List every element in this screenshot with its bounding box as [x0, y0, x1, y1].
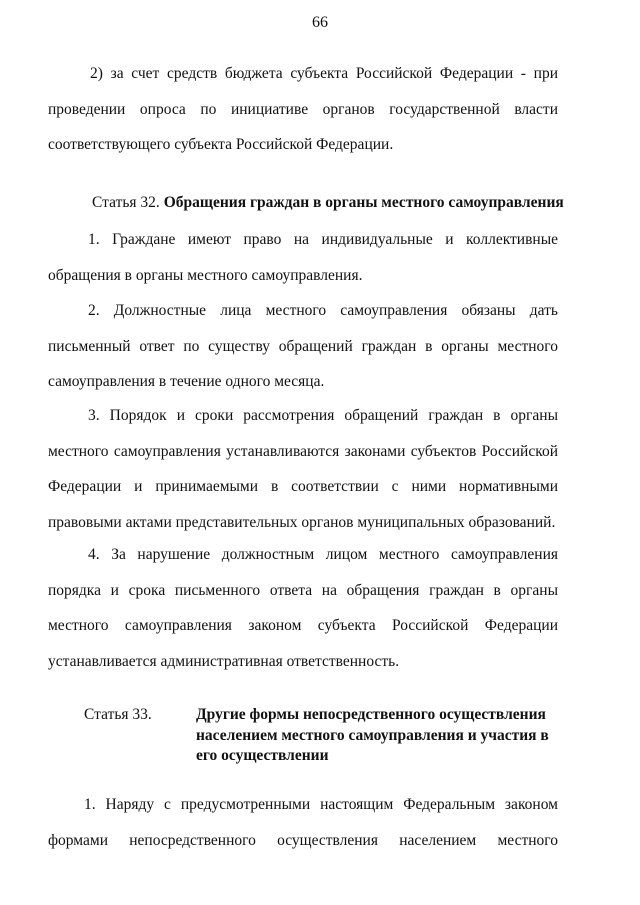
article-32-label: Статья 32.	[92, 194, 160, 211]
article-32-heading	[92, 193, 564, 213]
article-32-item-3: 3. Порядок и сроки рассмотрения обращений граждан в органы местного самоуправления устанавливаются законами субъектов Российской Федерации и принимаемыми в соответствии с ними нормативными правовыми актами представительных органов муниципальных образований.	[48, 407, 558, 531]
article-33-title: Другие формы непосредственного осуществления населением местного самоуправления и участия в его осуществлении	[196, 706, 549, 764]
article-32-title: Обращения граждан в органы местного самоуправления	[163, 194, 564, 211]
article-32-item-4: 4. За нарушение должностным лицом местного самоуправления порядка и срока письменного ответа на обращения граждан в органы местного самоуправления законом субъекта Российской Федерации устанавливается административная ответственность.	[48, 546, 558, 670]
page-number: 66	[312, 14, 328, 31]
article-32-item-2: 2. Должностные лица местного самоуправления обязаны дать письменный ответ по существу обращений граждан в органы местного самоуправления в течение одного месяца.	[48, 302, 558, 390]
paragraph-budget: 2) за счет средств бюджета субъекта Российской Федерации - при проведении опроса по инициативе органов государственной власти соответствующего субъекта Российской Федерации.	[48, 65, 558, 153]
article-33-label: Статья 33.	[84, 706, 152, 723]
article-32-item-1: 1. Граждане имеют право на индивидуальные и коллективные обращения в органы местного самоуправления.	[48, 231, 558, 284]
article-33-heading	[48, 705, 568, 767]
article-33-item-1: 1. Наряду с предусмотренными настоящим Федеральным законом формами непосредственного осуществления населением местного	[48, 796, 558, 849]
